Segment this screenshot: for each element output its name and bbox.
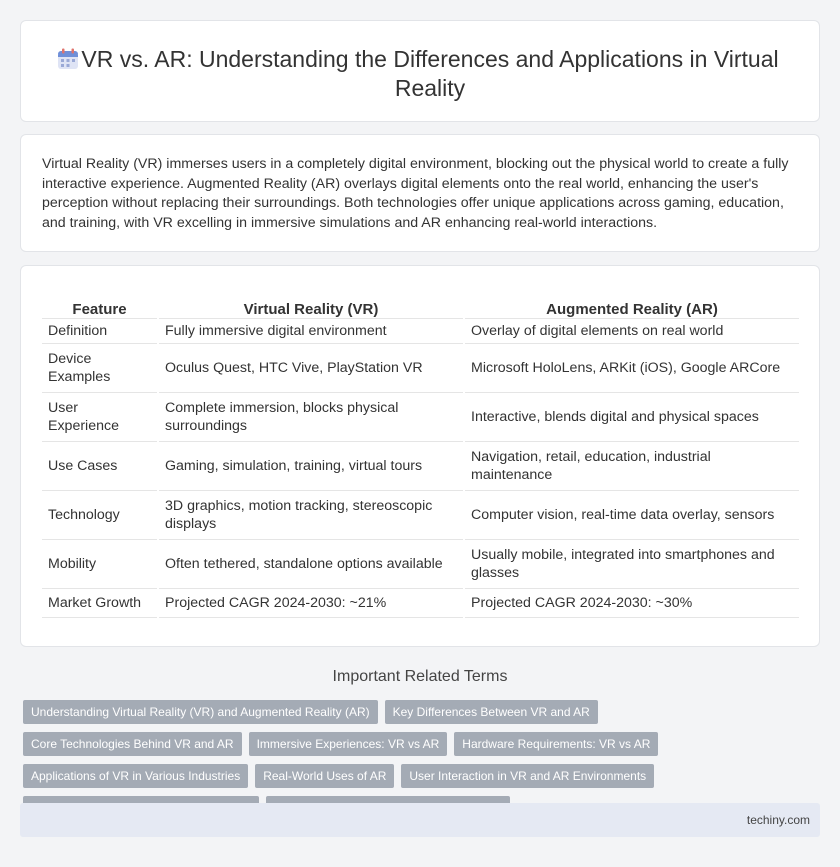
table-row: [42, 441, 799, 490]
header-vr: Virtual Reality (VR): [158, 294, 464, 318]
related-term-tag[interactable]: Applications of VR in Various Industries: [23, 764, 248, 788]
table-row: [42, 539, 799, 588]
feature-cell: Device Examples: [42, 343, 158, 392]
vr-cell: Complete immersion, blocks physical surroundings: [158, 392, 464, 441]
related-term-tag[interactable]: User Interaction in VR and AR Environments: [401, 764, 654, 788]
table-row: [42, 490, 799, 539]
related-terms-list: [23, 700, 823, 820]
related-term-tag[interactable]: Hardware Requirements: VR vs AR: [454, 732, 658, 756]
header-feature: Feature: [42, 294, 158, 318]
vr-cell: Often tethered, standalone options available: [158, 539, 464, 588]
ar-cell: Interactive, blends digital and physical spaces: [464, 392, 799, 441]
comparison-card: [20, 265, 820, 647]
header-card: [20, 20, 820, 122]
feature-cell: Technology: [42, 490, 158, 539]
vr-cell: Oculus Quest, HTC Vive, PlayStation VR: [158, 343, 464, 392]
ar-cell: Navigation, retail, education, industrial maintenance: [464, 441, 799, 490]
feature-cell: Mobility: [42, 539, 158, 588]
feature-cell: Definition: [42, 318, 158, 343]
vr-cell: Projected CAGR 2024-2030: ~21%: [158, 588, 464, 617]
table-row: [42, 318, 799, 343]
comparison-table: [42, 294, 799, 618]
related-terms-title: Important Related Terms: [332, 668, 508, 685]
feature-cell: User Experience: [42, 392, 158, 441]
vr-cell: Gaming, simulation, training, virtual tours: [158, 441, 464, 490]
intro-card: [20, 134, 820, 252]
related-term-tag[interactable]: Real-World Uses of AR: [255, 764, 394, 788]
vr-cell: 3D graphics, motion tracking, stereoscopic displays: [158, 490, 464, 539]
related-term-tag[interactable]: Core Technologies Behind VR and AR: [23, 732, 242, 756]
related-term-tag[interactable]: Immersive Experiences: VR vs AR: [249, 732, 448, 756]
intro-paragraph: Virtual Reality (VR) immerses users in a completely digital environment, blocking out the physical world to create a fully interactive experience. Augmented Reality (AR) overlays digital elements onto the real world, enhancing the user's perception without replacing their surroundings. Both technologies offer unique applications across gaming, education, and training, with VR excelling in immersive simulations and AR enhancing real-world interactions.: [42, 156, 789, 231]
ar-cell: Overlay of digital elements on real world: [464, 318, 799, 343]
table-header-row: [42, 294, 799, 318]
header-ar: Augmented Reality (AR): [464, 294, 799, 318]
ar-cell: Projected CAGR 2024-2030: ~30%: [464, 588, 799, 617]
ar-cell: Computer vision, real-time data overlay, sensors: [464, 490, 799, 539]
ar-cell: Usually mobile, integrated into smartphones and glasses: [464, 539, 799, 588]
footer-site-link[interactable]: techiny.com: [746, 813, 810, 827]
table-row: [42, 588, 799, 617]
vr-cell: Fully immersive digital environment: [158, 318, 464, 343]
feature-cell: Use Cases: [42, 441, 158, 490]
related-term-tag[interactable]: Key Differences Between VR and AR: [385, 700, 598, 724]
ar-cell: Microsoft HoloLens, ARKit (iOS), Google ARCore: [464, 343, 799, 392]
table-row: [42, 343, 799, 392]
table-row: [42, 392, 799, 441]
page-title: VR vs. AR: Understanding the Differences and Applications in Virtual Reality: [81, 46, 779, 101]
footer: [20, 803, 820, 837]
feature-cell: Market Growth: [42, 588, 158, 617]
related-term-tag[interactable]: Understanding Virtual Reality (VR) and Augmented Reality (AR): [23, 700, 378, 724]
